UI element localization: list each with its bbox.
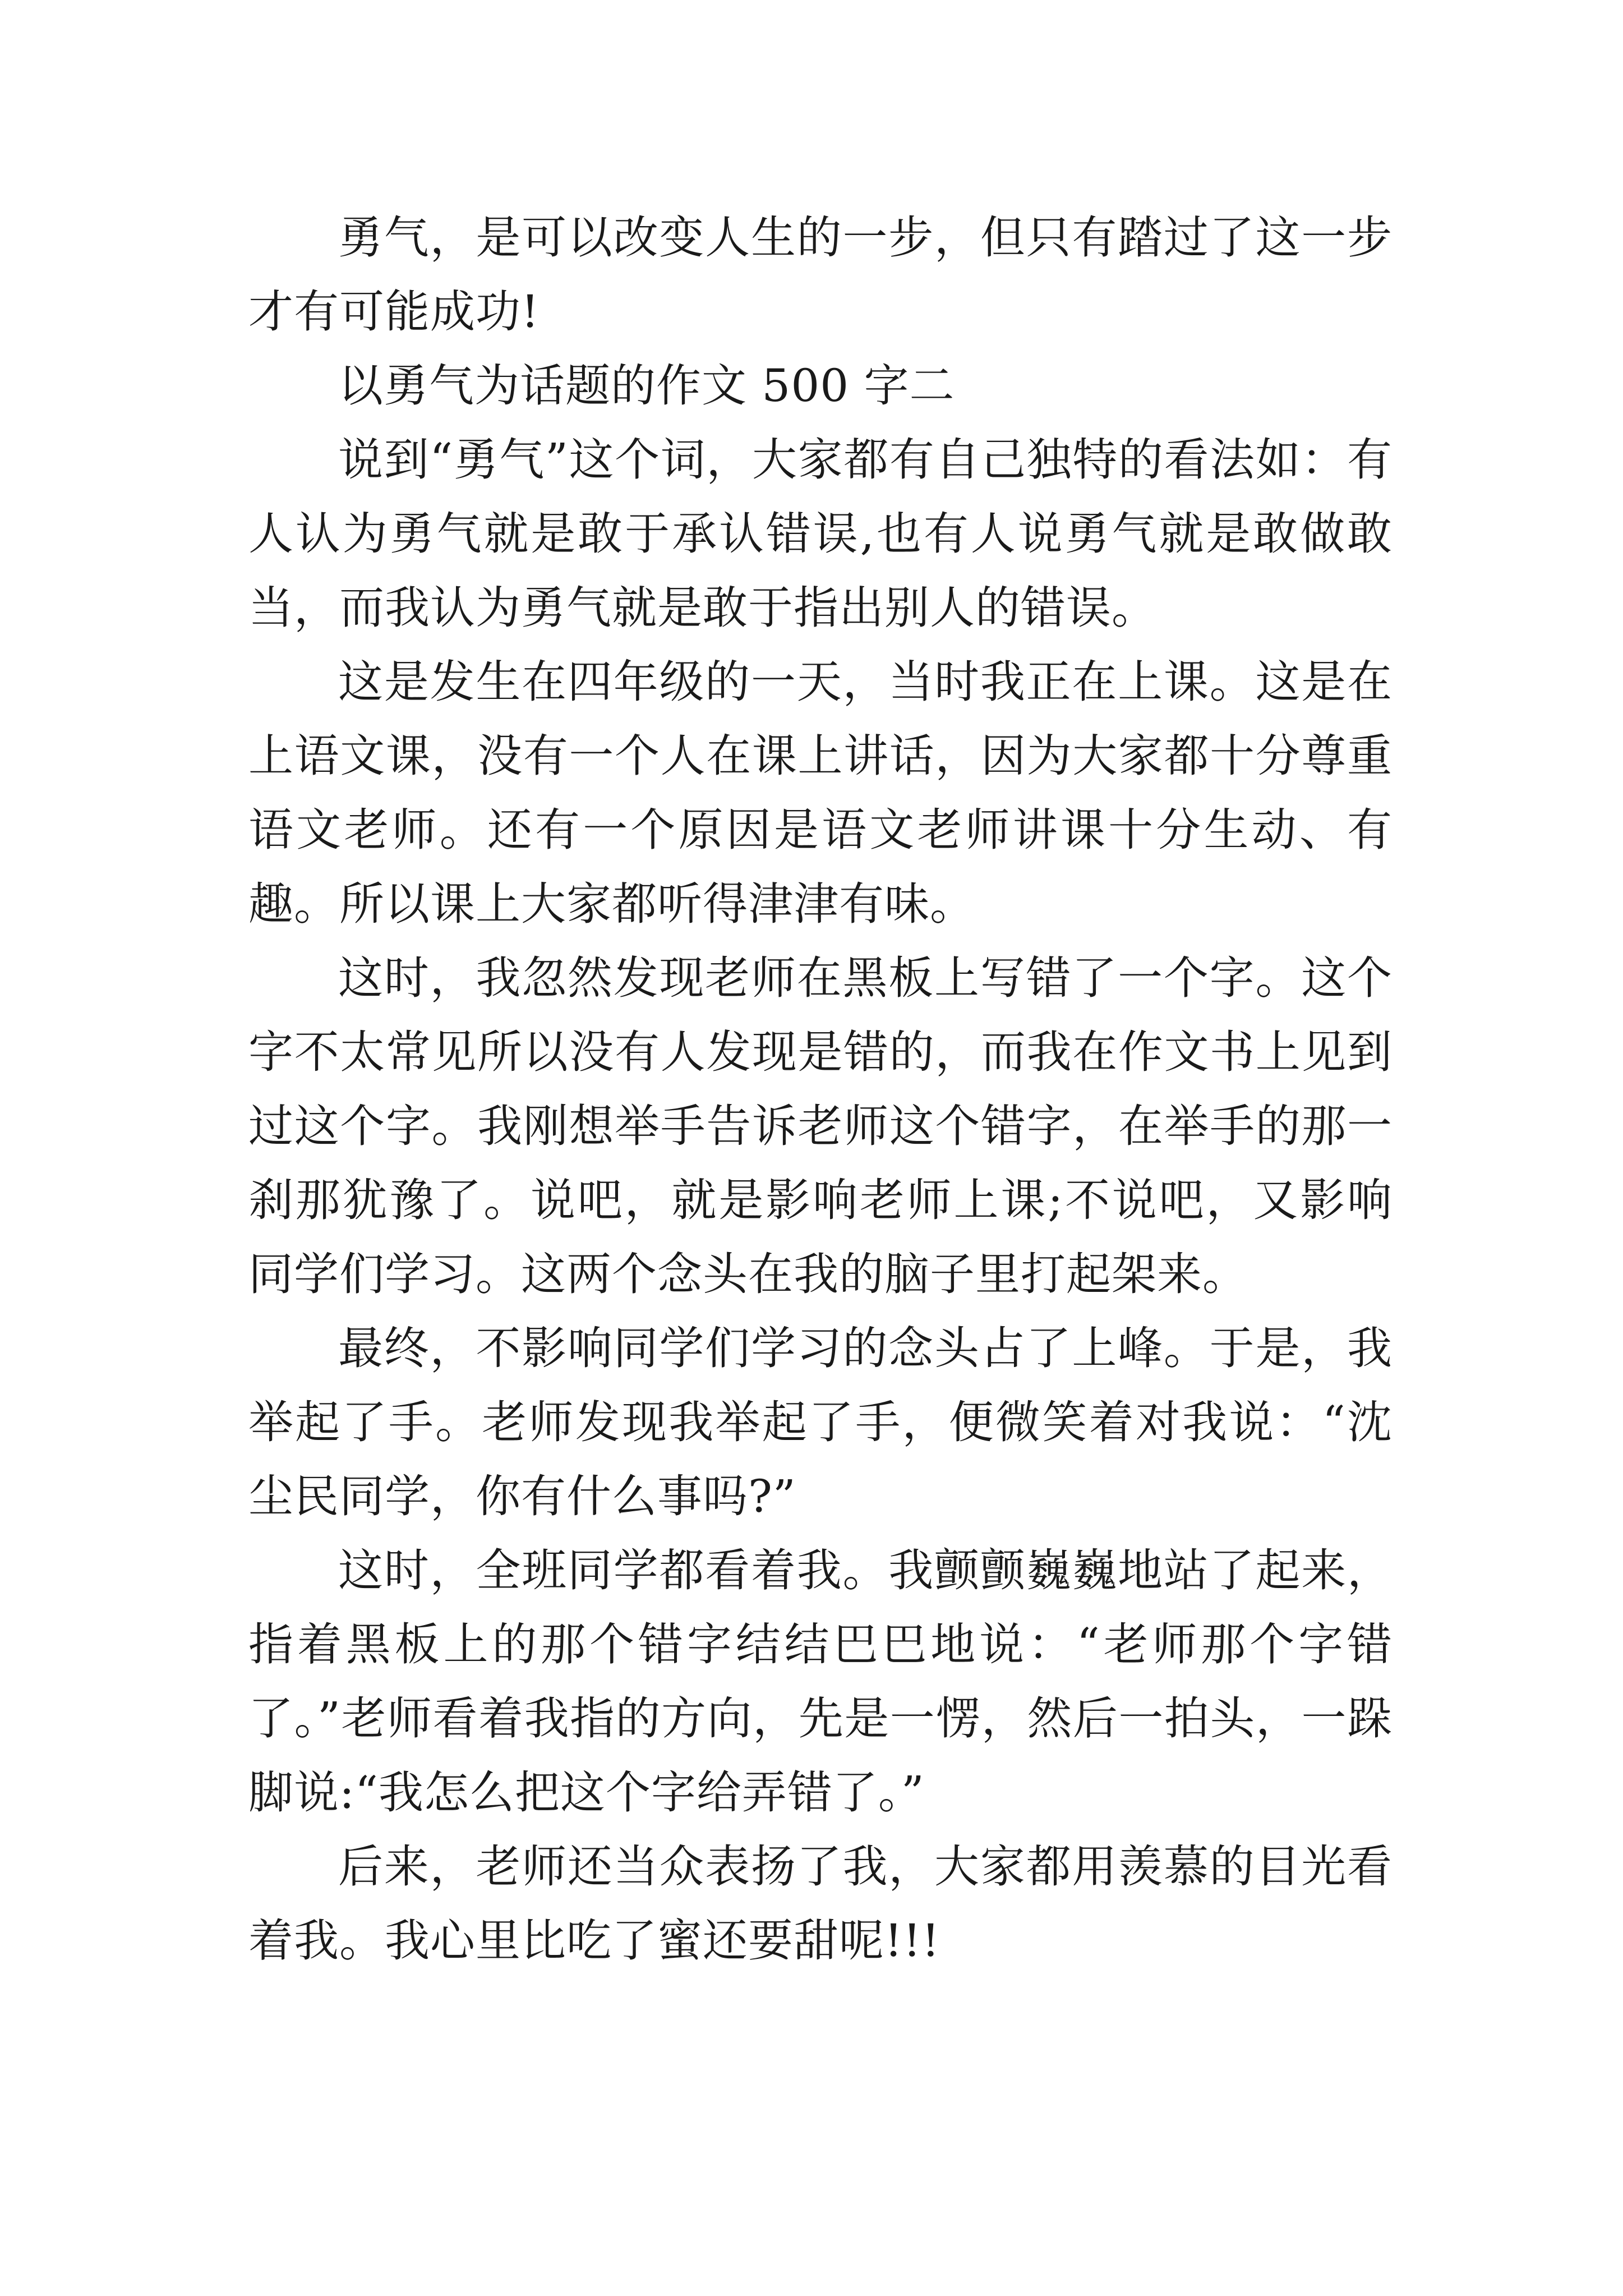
- document-body: [248, 201, 1393, 1978]
- essay-two-heading: 以勇气为话题的作文 500 字二: [338, 360, 955, 412]
- paragraph-conclusion-essay-one: 勇气，是可以改变人生的一步，但只有踏过了这一步才有可能成功!: [248, 211, 1393, 338]
- paragraph-decision: 最终，不影响同学们学习的念头占了上峰。于是，我举起了手。老师发现我举起了手，便微笑着对我说：“沈尘民同学，你有什么事吗?”: [248, 1322, 1393, 1522]
- paragraph-intro: 说到“勇气”这个词，大家都有自己独特的看法如：有人认为勇气就是敢于承认错误,也有人说勇气就是敢做敢当，而我认为勇气就是敢于指出别人的错误。: [248, 434, 1393, 634]
- paragraph-setting: 这是发生在四年级的一天，当时我正在上课。这是在上语文课，没有一个人在课上讲话，因为大家都十分尊重语文老师。还有一个原因是语文老师讲课十分生动、有趣。所以课上大家都听得津津有味。: [248, 656, 1393, 930]
- paragraph-speaking-up: 这时，全班同学都看着我。我颤颤巍巍地站了起来，指着黑板上的那个错字结结巴巴地说：“老师那个字错了。”老师看着我指的方向，先是一愣，然后一拍头，一跺脚说:“我怎么把这个字给弄错了。”: [248, 1544, 1393, 1819]
- paragraph-ending: 后来，老师还当众表扬了我，大家都用羡慕的目光看着我。我心里比吃了蜜还要甜呢!!!: [248, 1841, 1393, 1967]
- paragraph-discovery: 这时，我忽然发现老师在黑板上写错了一个字。这个字不太常见所以没有人发现是错的，而我在作文书上见到过这个字。我刚想举手告诉老师这个错字，在举手的那一刹那犹豫了。说吧，就是影响老师上课;不说吧，又影响同学们学习。这两个念头在我的脑子里打起架来。: [248, 952, 1393, 1300]
